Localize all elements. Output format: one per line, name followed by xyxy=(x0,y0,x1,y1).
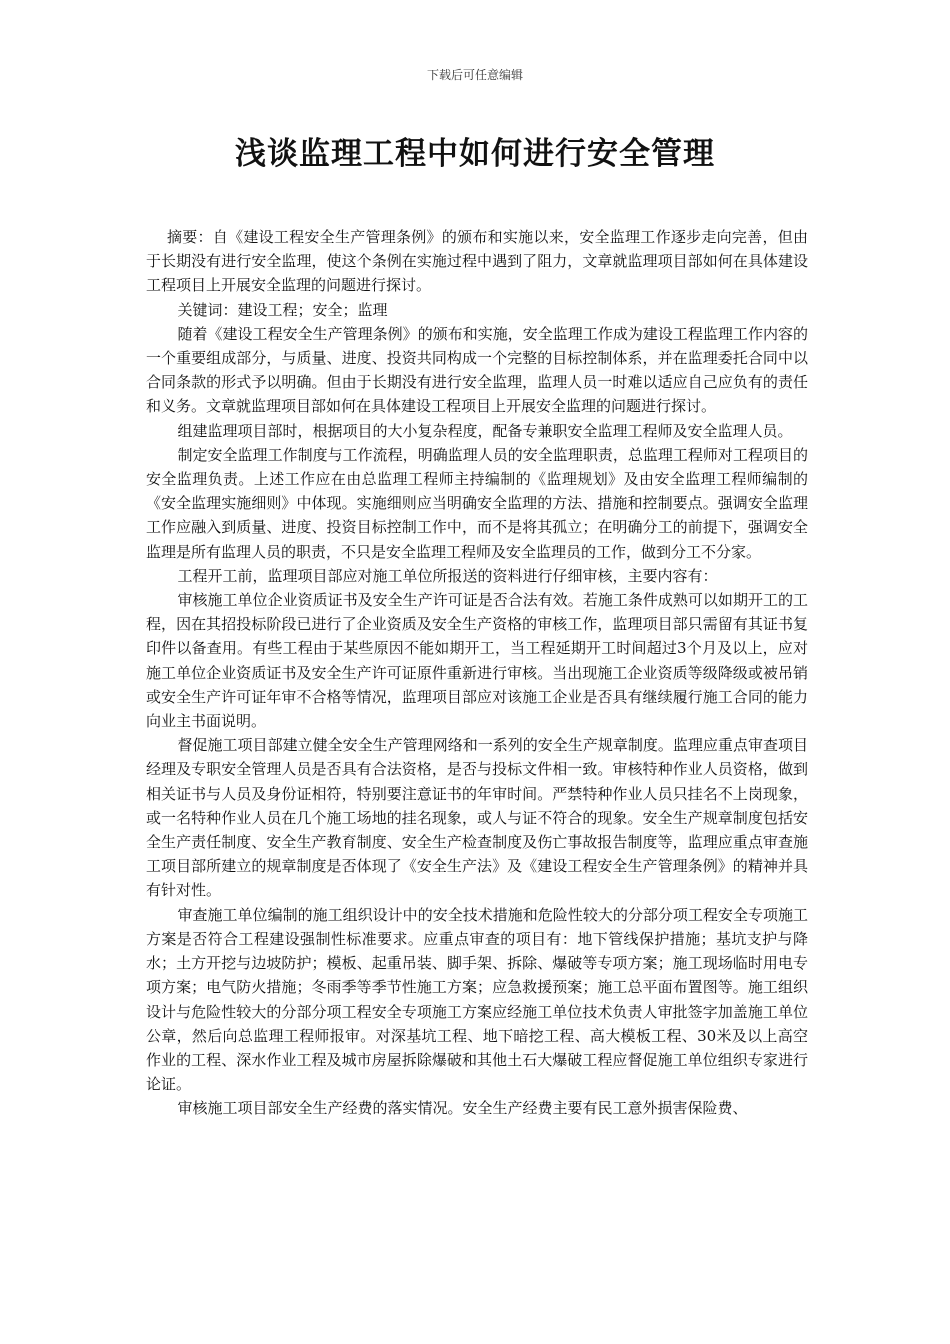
body-paragraph: 审核施工项目部安全生产经费的落实情况。安全生产经费主要有民工意外损害保险费、 xyxy=(177,1099,748,1118)
header-note: 下载后可任意编辑 xyxy=(426,68,523,82)
body-paragraph: 审核施工单位企业资质证书及安全生产许可证是否合法有效。若施工条件成熟可以如期开工的工程，因在其招投标阶段已进行了企业资质及安全生产资格的审核工作，监理项目部只需留有其证书复印件以备查用。有些工程由于某些原因不能如期开工，当工程延期开工时间超过3个月及以上，应对施工单位企业资质证书及安全生产许可证原件重新进行审核。当出现施工企业资质等级降级或被吊销或安全生产许可证年审不合格等情况，监理项目部应对该施工企业是否具有继续履行施工合同的能力向业主书面说明。 xyxy=(146,591,808,731)
body-paragraph: 组建监理项目部时，根据项目的大小复杂程度，配备专兼职安全监理工程师及安全监理人员。 xyxy=(177,421,793,440)
body-paragraph: 制定安全监理工作制度与工作流程，明确监理人员的安全监理职责，总监理工程师对工程项目的安全监理负责。上述工作应在由总监理工程师主持编制的《监理规划》及由安全监理工程师编制的《安全监理实施细则》中体现。实施细则应当明确安全监理的方法、措施和控制要点。强调安全监理工作应融入到质量、进度、投资目标控制工作中，而不是将其孤立；在明确分工的前提下，强调安全监理是所有监理人员的职责，不只是安全监理工程师及安全监理员的工作，做到分工不分家。 xyxy=(146,445,808,561)
body-paragraph: 督促施工项目部建立健全安全生产管理网络和一系列的安全生产规章制度。监理应重点审查项目经理及专职安全管理人员是否具有合法资格，是否与投标文件相一致。审核特种作业人员资格，做到相关证书与人员及身份证相符，特别要注意证书的年审时间。严禁特种作业人员只挂名不上岗现象，或一名特种作业人员在几个施工场地的挂名现象，或人与证不符合的现象。安全生产规章制度包括安全生产责任制度、安全生产教育制度、安全生产检查制度及伤亡事故报告制度等，监理应重点审查施工项目部所建立的规章制度是否体现了《安全生产法》及《建设工程安全生产管理条例》的精神并具有针对性。 xyxy=(146,736,808,900)
abstract-paragraph: 摘要：自《建设工程安全生产管理条例》的颁布和实施以来，安全监理工作逐步走向完善，但由于长期没有进行安全监理，使这个条例在实施过程中遇到了阻力，文章就监理项目部如何在具体建设工程项目上开展安全监理的问题进行探讨。 xyxy=(146,228,808,295)
body-paragraph: 审查施工单位编制的施工组织设计中的安全技术措施和危险性较大的分部分项工程安全专项施工方案是否符合工程建设强制性标准要求。应重点审查的项目有：地下管线保护措施；基坑支护与降水；土方开挖与边坡防护；模板、起重吊装、脚手架、拆除、爆破等专项方案；施工现场临时用电专项方案；电气防火措施；冬雨季等季节性施工方案；应急救援预案；施工总平面布置图等。施工组织设计与危险性较大的分部分项工程安全专项施工方案应经施工单位技术负责人审批签字加盖施工单位公章，然后向总监理工程师报审。对深基坑工程、地下暗挖工程、高大模板工程、30米及以上高空作业的工程、深水作业工程及城市房屋拆除爆破和其他土石大爆破工程应督促施工单位组织专家进行论证。 xyxy=(146,905,808,1094)
body-paragraph: 工程开工前，监理项目部应对施工单位所报送的资料进行仔细审核，主要内容有： xyxy=(177,566,718,585)
body-paragraph: 随着《建设工程安全生产管理条例》的颁布和实施，安全监理工作成为建设工程监理工作内容的一个重要组成部分，与质量、进度、投资共同构成一个完整的目标控制体系，并在监理委托合同中以合同条款的形式予以明确。但由于长期没有进行安全监理，监理人员一时难以适应自己应负有的责任和义务。文章就监理项目部如何在具体建设工程项目上开展安全监理的问题进行探讨。 xyxy=(146,324,808,416)
document-title: 浅谈监理工程中如何进行安全管理 xyxy=(235,136,715,172)
document-body xyxy=(146,225,808,1121)
keywords-paragraph: 关键词：建设工程；安全；监理 xyxy=(177,300,388,319)
